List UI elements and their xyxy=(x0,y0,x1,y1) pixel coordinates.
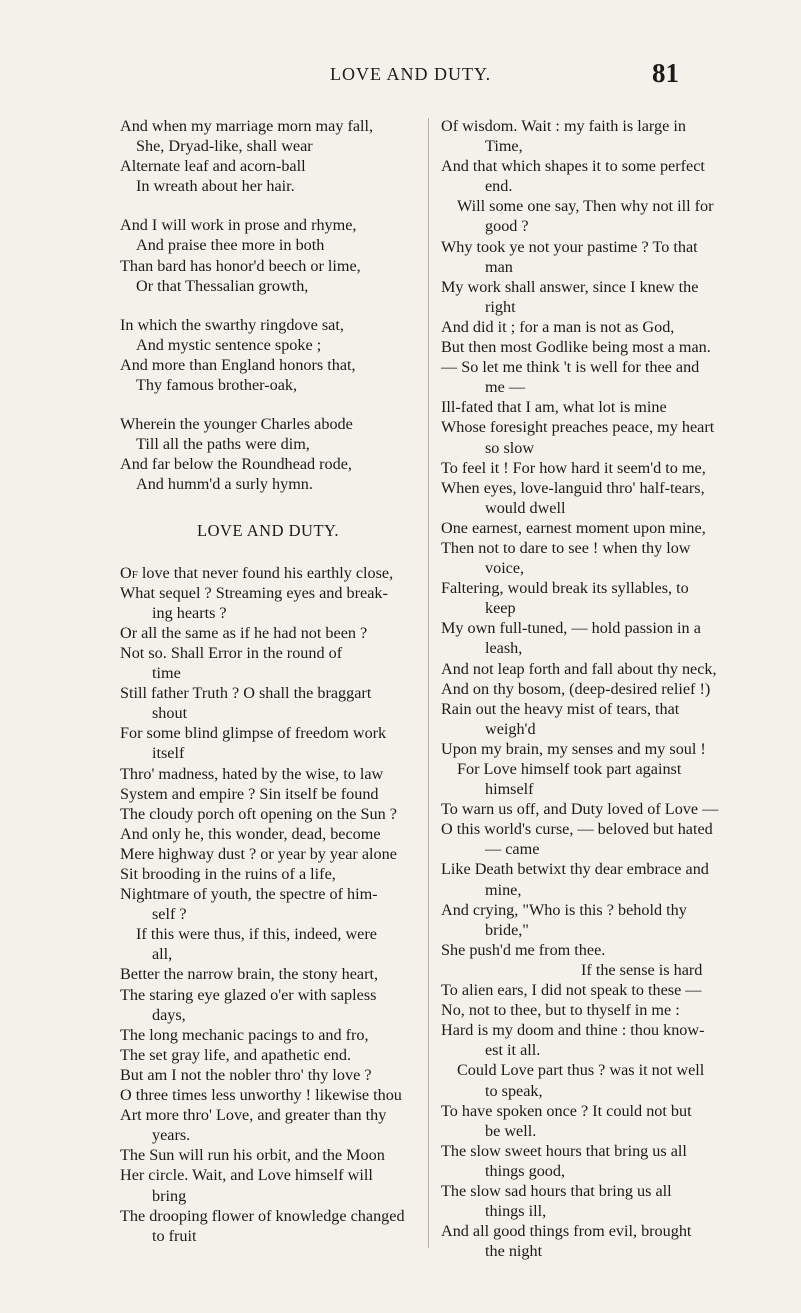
verse-line: To alien ears, I did not speak to these — xyxy=(441,981,702,1000)
verse-line: And humm'd a surly hymn. xyxy=(136,475,313,494)
verse-line: right xyxy=(485,297,516,316)
verse-line: Her circle. Wait, and Love himself will xyxy=(120,1166,373,1185)
stanza-gap xyxy=(120,395,416,414)
verse-line: things good, xyxy=(485,1161,566,1180)
verse-line: Art more thro' Love, and greater than thy xyxy=(120,1106,387,1125)
verse-line: the night xyxy=(485,1242,543,1261)
verse-line: Time, xyxy=(485,137,523,156)
verse-line: to fruit xyxy=(152,1226,197,1245)
verse-line xyxy=(120,563,416,583)
verse-line: be well. xyxy=(485,1121,537,1140)
verse-line: My own full-tuned, — hold passion in a xyxy=(441,619,701,638)
verse-line: Thy famous brother-oak, xyxy=(136,376,298,395)
verse-line: She push'd me from thee. xyxy=(441,940,606,959)
verse-line: But then most Godlike being most a man. xyxy=(441,338,711,357)
verse-line: And when my marriage morn may fall, xyxy=(120,117,374,135)
verse-line: And all good things from evil, brought xyxy=(441,1222,692,1241)
verse-line: If this were thus, if this, indeed, were xyxy=(136,925,377,944)
verse-line: She, Dryad-like, shall wear xyxy=(136,137,313,156)
verse-line: Nightmare of youth, the spectre of him- xyxy=(120,885,378,904)
verse-line: days, xyxy=(152,1005,186,1024)
verse-line: Better the narrow brain, the stony heart, xyxy=(120,965,379,984)
verse-line: When eyes, love-languid thro' half-tears, xyxy=(441,478,705,497)
verse-line: so slow xyxy=(485,438,535,457)
verse-line: O this world's curse, — beloved but hated xyxy=(441,820,713,839)
running-head xyxy=(0,58,801,98)
verse-line: To warn us off, and Duty loved of Love — xyxy=(441,800,719,819)
verse-line: things ill, xyxy=(485,1202,547,1221)
verse-line: The staring eye glazed o'er with sapless xyxy=(120,985,377,1004)
verse-line: Of wisdom. Wait : my faith is large in xyxy=(441,117,686,135)
verse-line: Will some one say, Then why not ill for xyxy=(457,197,714,216)
verse-line: self ? xyxy=(152,905,187,924)
verse-line: Or that Thessalian growth, xyxy=(136,276,309,295)
verse-line: One earnest, earnest moment upon mine, xyxy=(441,518,706,537)
verse-line: leash, xyxy=(485,639,523,658)
verse-line: weigh'd xyxy=(485,719,536,738)
verse-line: Could Love part thus ? was it not well xyxy=(457,1061,705,1080)
verse-line: The set gray life, and apathetic end. xyxy=(120,1045,352,1064)
running-head-title: LOVE AND DUTY. xyxy=(330,64,492,84)
verse-line: O three times less unworthy ! likewise thou xyxy=(120,1086,402,1105)
verse-line: est it all. xyxy=(485,1041,541,1060)
verse-line: keep xyxy=(485,599,516,618)
verse-line: would dwell xyxy=(485,498,566,517)
verse-line: Mere highway dust ? or year by year alone xyxy=(120,844,397,863)
verse-line: time xyxy=(152,664,181,683)
verse-line: — So let me think 't is well for thee and xyxy=(441,358,700,377)
verse-line: And on thy bosom, (deep-desired relief !) xyxy=(441,679,711,698)
verse-line: himself xyxy=(485,780,534,799)
verse-line: If the sense is hard xyxy=(581,960,703,979)
verse-line: System and empire ? Sin itself be found xyxy=(120,784,379,803)
verse-line: Sit brooding in the ruins of a life, xyxy=(120,865,336,883)
verse-line: Still father Truth ? O shall the braggart xyxy=(120,684,372,703)
verse-line: me — xyxy=(485,378,526,397)
verse-line: Why took ye not your pastime ? To that xyxy=(441,237,698,256)
verse-line: Rain out the heavy mist of tears, that xyxy=(441,699,680,718)
verse-line: But am I not the nobler thro' thy love ? xyxy=(120,1065,372,1084)
verse-line: To have spoken once ? It could not but xyxy=(441,1101,692,1120)
verse-line: The slow sad hours that bring us all xyxy=(441,1181,672,1200)
verse-line-rest: love that never found his earthly close, xyxy=(137,563,394,582)
verse-line: itself xyxy=(152,744,185,763)
stanza-gap xyxy=(120,296,416,315)
verse-line: ing hearts ? xyxy=(152,603,227,622)
verse-line: good ? xyxy=(485,217,529,236)
verse-line: to speak, xyxy=(485,1081,543,1100)
verse-line: Faltering, would break its syllables, to xyxy=(441,579,689,598)
verse-line: For some blind glimpse of freedom work xyxy=(120,724,387,743)
verse-line: And that which shapes it to some perfect xyxy=(441,157,705,176)
verse-line: Hard is my doom and thine : thou know- xyxy=(441,1021,705,1040)
verse-line: The Sun will run his orbit, and the Moon xyxy=(120,1146,385,1165)
verse-line: For Love himself took part against xyxy=(457,760,682,778)
verse-line: And praise thee more in both xyxy=(136,236,325,255)
verse-line: In which the swarthy ringdove sat, xyxy=(120,315,344,334)
verse-line: And did it ; for a man is not as God, xyxy=(441,317,675,336)
verse-line: No, not to thee, but to thyself in me : xyxy=(441,1001,680,1020)
verse-line: voice, xyxy=(485,559,525,578)
verse-line: years. xyxy=(152,1126,191,1145)
verse-line: Till all the paths were dim, xyxy=(136,435,310,454)
verse-line: Upon my brain, my senses and my soul ! xyxy=(441,739,706,758)
verse-line: Then not to dare to see ! when thy low xyxy=(441,538,691,557)
verse-line: My work shall answer, since I knew the xyxy=(441,277,699,296)
first-word: Of xyxy=(120,563,138,582)
verse-line: Like Death betwixt thy dear embrace and xyxy=(441,860,709,879)
verse-line: And mystic sentence spoke ; xyxy=(136,335,322,354)
verse-line: The cloudy porch oft opening on the Sun ? xyxy=(120,804,397,823)
page-number: 81 xyxy=(652,58,679,88)
verse-line: And not leap forth and fall about thy neck, xyxy=(441,659,717,678)
verse-line: And far below the Roundhead rode, xyxy=(120,455,352,474)
verse-line: bride," xyxy=(485,920,529,939)
verse-line: Not so. Shall Error in the round of xyxy=(120,643,343,662)
verse-line: And only he, this wonder, dead, become xyxy=(120,824,381,843)
poem-title: LOVE AND DUTY. xyxy=(197,520,339,540)
verse-line: Than bard has honor'd beech or lime, xyxy=(120,256,361,275)
left-column xyxy=(120,116,416,1246)
verse-line: The slow sweet hours that bring us all xyxy=(441,1141,687,1160)
verse-line: What sequel ? Streaming eyes and break- xyxy=(120,583,388,602)
verse-line: all, xyxy=(152,945,173,964)
verse-line: And crying, "Who is this ? behold thy xyxy=(441,900,687,919)
verse-line: bring xyxy=(152,1186,187,1205)
verse-line: end. xyxy=(485,177,513,196)
verse-line: — came xyxy=(485,840,540,859)
verse-line: Wherein the younger Charles abode xyxy=(120,415,353,434)
verse-line: And I will work in prose and rhyme, xyxy=(120,216,357,235)
verse-line: To feel it ! For how hard it seem'd to me, xyxy=(441,458,706,477)
verse-line: Or all the same as if he had not been ? xyxy=(120,623,368,642)
column-divider xyxy=(428,118,429,1248)
verse-line: man xyxy=(485,257,513,276)
verse-line: shout xyxy=(152,704,188,723)
verse-line: Alternate leaf and acorn-ball xyxy=(120,157,306,176)
verse-line: Ill-fated that I am, what lot is mine xyxy=(441,398,667,417)
verse-line: The drooping flower of knowledge changed xyxy=(120,1206,405,1225)
verse-line: Whose foresight preaches peace, my heart xyxy=(441,418,715,437)
stanza-gap xyxy=(120,196,416,215)
verse-line: The long mechanic pacings to and fro, xyxy=(120,1025,369,1044)
right-column xyxy=(441,116,736,1261)
verse-line: Thro' madness, hated by the wise, to law xyxy=(120,764,384,783)
verse-line: In wreath about her hair. xyxy=(136,177,295,196)
verse-line: mine, xyxy=(485,880,522,899)
verse-line: And more than England honors that, xyxy=(120,355,356,374)
